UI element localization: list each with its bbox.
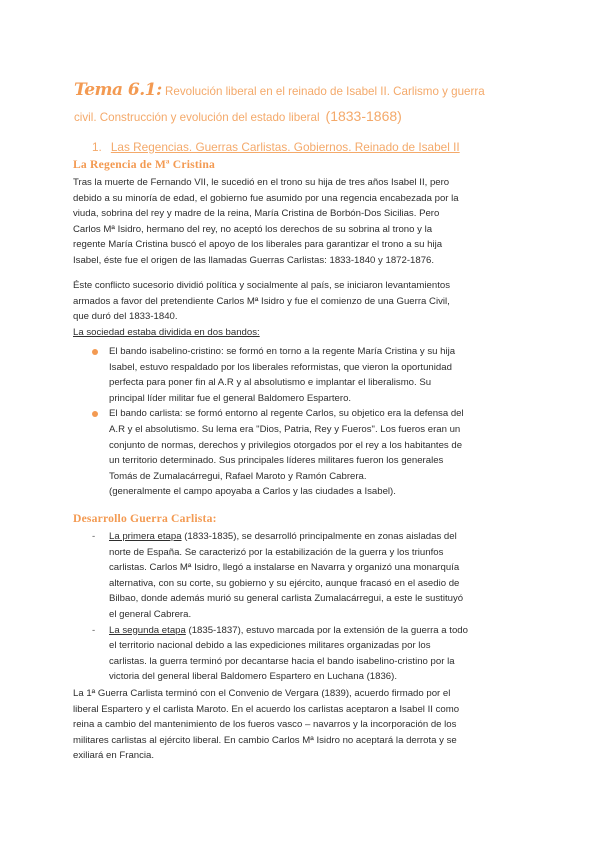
text-line: El bando isabelino-cristino: se formó en torno a la regente María Cristina y su hija — [109, 346, 456, 357]
document-title — [74, 78, 544, 130]
text-line: debido a su minoría de edad, el gobierno fue asumido por una regencia encabezada por la — [73, 192, 459, 204]
text-line: un territorio determinado. Sus principales líderes militares fueron los generales — [109, 455, 444, 467]
etapa-text: (1835-1837), estuvo marcada por la extensión de la guerra a todo — [185, 624, 468, 636]
text-line: Bilbao, donde además murió su general carlista Zumalacárregui, a este le sustituyó — [109, 593, 464, 605]
text-line: que duró del 1833-1840. — [73, 311, 178, 323]
text-line: exiliará en Francia. — [73, 750, 155, 762]
list-item — [92, 406, 532, 500]
desarrollo-heading: Desarrollo Guerra Carlista: — [73, 512, 217, 525]
title-line-2 — [74, 104, 544, 130]
text-line: principal líder militar fue el general Baldomero Espartero. — [109, 392, 352, 404]
text-line: conjunto de normas, derechos y privilegios otorgados por el rey a los habitantes de — [109, 439, 463, 451]
etapa-label: La segunda etapa — [109, 624, 186, 636]
society-divided-label: La sociedad estaba dividida en dos bandos: — [73, 326, 260, 338]
regencia-heading: La Regencia de Mª Cristina — [73, 158, 215, 171]
text-line: victoria del general liberal Baldomero Espartero en Luchana (1836). — [109, 671, 397, 683]
text-line: Carlos Mª Isidro, hermano del rey, no aceptó los derechos de su sobrina al trono y la — [73, 223, 433, 235]
text-line: El bando carlista: se formó entorno al regente Carlos, su objetico era la defensa del — [109, 408, 464, 420]
text-line: (generalmente el campo apoyaba a Carlos y las ciudades a Isabel). — [109, 486, 396, 498]
text-line: armados a favor del pretendiente Carlos Mª Isidro y fue el comienzo de una Guerra Civil, — [73, 295, 450, 307]
text-line: regente María Cristina buscó el apoyo de los liberales para garantizar el trono a su hija — [73, 239, 443, 251]
title-text-1: Revolución liberal en el reinado de Isabel II. Carlismo y guerra — [165, 85, 485, 98]
text-line: el territorio nacional debido a las expediciones militares organizadas por los — [109, 640, 431, 652]
bullet-icon — [92, 349, 98, 355]
tema-label: Tema 6.1: — [74, 80, 162, 100]
etapas-list — [92, 529, 532, 685]
section-heading — [92, 140, 460, 154]
text-line: Tras la muerte de Fernando VII, le sucedió en el trono su hija de tres años Isabel II, pero — [73, 177, 450, 188]
regencia-paragraph-2 — [73, 278, 528, 340]
text-line: carlistas. la guerra terminó por decantarse hacia el bando isabelino-cristino por la — [109, 655, 455, 667]
text-line: norte de España. Se caracterizó por la estabilización de la guerra y los triunfos — [109, 546, 444, 558]
text-line: el general Cabrera. — [109, 608, 192, 620]
text-line: alternativa, con su corte, su gobierno y su ejército, aunque fracasó en el asedio de — [109, 577, 460, 589]
bandos-list — [92, 344, 532, 500]
section-number: 1. — [92, 140, 102, 154]
text-line: La 1ª Guerra Carlista terminó con el Convenio de Vergara (1839), acuerdo firmado por el — [73, 688, 451, 699]
text-line: reina a cambio del mantenimiento de los fueros vasco – navarros y la incorporación de los — [73, 719, 457, 731]
list-item — [92, 344, 532, 406]
text-line: Isabel, éste fue el origen de las llamadas Guerras Carlistas: 1833-1840 y 1872-1876. — [73, 254, 435, 266]
text-line: A.R y el absolutismo. Su lema era "Dios, Patria, Rey y Fueros". Los fueros eran un — [109, 423, 461, 435]
list-item — [92, 529, 532, 623]
title-text-2: civil. Construcción y evolución del estado liberal — [74, 111, 320, 124]
text-line: Isabel, estuvo respaldado por los liberales reformistas, que vieron la oportunidad — [109, 361, 452, 373]
text-line: Tomás de Zumalacárregui, Rafael Maroto y Ramón Cabrera. — [109, 470, 367, 482]
dash-icon: - — [92, 531, 96, 542]
etapa-label: La primera etapa — [109, 531, 182, 542]
text-line — [109, 623, 532, 639]
text-line — [109, 529, 532, 545]
title-dates: (1833-1868) — [325, 108, 402, 124]
regencia-paragraph-1 — [73, 175, 528, 269]
conclusion-paragraph — [73, 686, 528, 764]
text-line: militares carlistas al ejército liberal. En cambio Carlos Mª Isidro no aceptará la derrota y se — [73, 734, 457, 746]
etapa-text: (1833-1835), se desarrolló principalmente en zonas aisladas del — [181, 531, 457, 542]
text-line: Éste conflicto sucesorio dividió política y socialmente al país, se iniciaron levantamientos — [73, 280, 451, 291]
title-line-1 — [74, 78, 544, 104]
text-line: carlistas. Carlos Mª Isidro, llegó a instalarse en Navarra y organizó una monarquía — [109, 562, 460, 574]
dash-icon: - — [92, 624, 96, 636]
text-line: perfecta para poner fin al A.R y al absolutismo e implantar el liberalismo. Su — [109, 377, 432, 389]
text-line: liberal Espartero y el carlista Maroto. En el acuerdo los carlistas aceptaron a Isabel II como — [73, 703, 460, 715]
section-heading-text: Las Regencias. Guerras Carlistas. Gobiernos. Reinado de Isabel II — [110, 140, 460, 154]
list-item — [92, 623, 532, 685]
bullet-icon — [92, 411, 98, 417]
text-line: viuda, sobrina del rey y madre de la reina, María Cristina de Borbón-Dos Sicilias. Pero — [73, 208, 440, 220]
